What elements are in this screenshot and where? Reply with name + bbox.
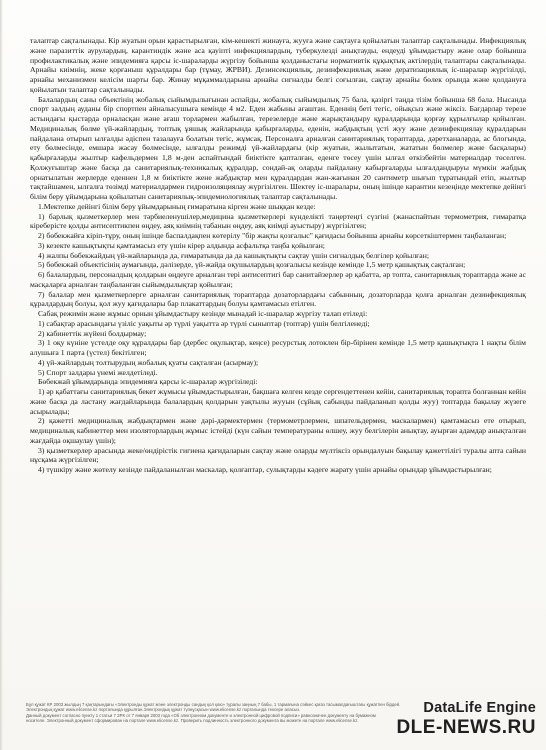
scan-edge-shadow bbox=[0, 0, 3, 750]
paragraph: 1.Мектепке дейінгі білім беру ұйымдарының ғимаратына кірген және шыққан кезде: bbox=[38, 201, 316, 211]
paragraph: 2) бөбекжайға кіріп-тұру, оның ішінде баспалдақпен көтерілу "бір жақты қозғалыс" қағидасы бойынша арнайы көрсеткіштермен таңбаланған; bbox=[38, 231, 507, 240]
paragraph: 3) қызметкерлер арасында жеке/өндірістік гигиена қағидаларын сақтау және оларды мүлтіксіз орындалуын бақылау қажеттілігі туралы апта сайын нұсқама жүргізілген; bbox=[30, 445, 526, 465]
watermark-site: DLE-NEWS.RU bbox=[396, 717, 536, 738]
paragraph: Балалардың саны объектінің жобалық сыйымдылығынан аспайды, жобалық сыйымдылық 75 бала, қазіргі таңда тізім бойынша 68 бала. Нысанда спорт залдың ауданы бір спортпен айналысушыға кемінде 4 м2. Еден жабыны ағаштан. Еденнің беті тегіс, ойықсыз және жіксіз. Бағдарлар терезе астындағы қыстарда орналасқан және ағаш торлармен жабылған, терезелерде және жарықтандыру құралдарында қорғау құрылғылар қойылған. Медициналық бөлме үй-жайлардың, топтық ұяшық жайларында қабырғаларды, еденін, жабдықтың үсті жуу және дезинфекциялау құралдарын пайдалана отырып ылғалды әдіспен тазалауға болатын тегіс, жұмсақ. Персоналға арналған санитариялық тораптарда, дәретханаларда, ас блогында, ету бөлмесінде, емшара жасау бөлмесінде, ылғалды режимді үй-жайлардағы (кір жуатын, жылытатын, жататын бөлмелер және басқалары) қабырғаларды жылтыр кафельдермен 1,8 м-ден аспайтындай биіктікте қапталған, еденге төсеу үшін ылғал өткізбейтін материалдар төселген. Қолжуғыштар және басқа да санитариялық-техникалық құралдар, сондай-ақ оларды пайдалану кабырғаларды ылғалдандыруы мүмкін жабдық орнатылатын жерлерде еденнен 1,8 м биіктікте жене жабдықтар мен құралдардан жан-жағынан 20 сантиметр шығып тұратындай етіп, жылтыр тақтайшамен, ылғалға төзімді материалдармен гидроизоляциялау жүргізілген. Шектеу іс-шаралары, оның ішінде карантин кезеңінде мектепке дейінгі білім беру ұйымдарына қойылатын санитариялық-эпидемиологиялық талаптар сақталынады. bbox=[30, 94, 526, 201]
paragraph: 2) қажетті медициналық жабдықтармен және дәрі-дәрмектермен (термометрлермен, шпательдермен, маскалармен) қамтамасыз ете отырып, медициналық кабинеттер мен изоляторлардың жұмыс істейді (күн сайын температураны өлшеу, жуу белгілерін анықтау, ауырған адамдар анықталған жағдайда оқшаулау үшін); bbox=[30, 416, 526, 445]
paragraph: талаптар сақталынады. Кір жуатын орын қарастырылған, кім-кешекті жинауға, жууға және сақтауға қойылатын талаптар сақталынады. Инфекциялық және паразиттік аурулардың, карантиндік және аса қауіпті инфекциялардың, туберкулезді анықтауды, ендеуді ұйымдастыру және олар бойынша профилактикалық және эпидемияға қарсы іс-шараларды жүргізу бойынша қолданыстағы нормативтік құқықтық актілердің талаптары сақталынады. Арнайы киімнің, жеке қорғаныш құралдары бар (тұмау, ЖРВИ). Дезинсекциялық, дезинфекциялық және дератизациялық іс-шаралар жүргізілді, арнайы механизмен келісім шарты бар. Жинау мұқаммалдарына арнайы сигналды белгі соғылған, сақтау арнайы бөлек орында және қолдануға қойылатын талаптар сақталынады. bbox=[30, 36, 526, 94]
watermark-title: DataLife Engine bbox=[423, 700, 536, 716]
paragraph: Сабақ режимін және жұмыс орнын ұйымдастыру кезінде мынадай іс-шаралар жүргізу талап етіледі: bbox=[38, 309, 368, 318]
paragraph: 3) кезекте кашықтықты қамтамасыз ету үшін кірер алдында асфальтқа таңба қойылған; bbox=[38, 240, 325, 250]
paragraph: 4) түшкіру және жөтелу кезінде пайдаланылған маскалар, қолғаптар, сулықтарды кәдеге жарату үшін арнайы орындар ұйымдастырылған; bbox=[38, 465, 492, 474]
paragraph: 1) әр қабаттағы санитариялық бекет жұмысы ұйымдастырылған, бақшаға келген кезде сергендеттенен кейін, санитариялық торапта болғаннан кейін және басқа да ластану жағдайларында балалардың қолдарын уақтылы жууын (сұйық сабынды пайдаланып қолды жуу) топтарда бақылау жүзеге асырылады; bbox=[30, 387, 526, 416]
paragraph: 5) бөбекжай объектісінің аумағында, дәлізерде, үй-жайда оқушылардың қозғалысы кезінде кемінде 1,5 метр қашықтық сақталған; bbox=[38, 260, 466, 270]
paragraph: 2) кабинеттік жүйені болдырмау; bbox=[38, 328, 147, 338]
paragraph: 7) балалар мен қызметкерлерге арналған санитариялық тораптарда дозаторлардағы сабынның, дозаторларда қолға арналған дезинфекциялық құралдардың болуы, қол жуу қағидалары бар плакаттардың болуы қамтамасыз етілген. bbox=[30, 289, 526, 309]
document-body bbox=[30, 36, 526, 475]
watermark bbox=[366, 700, 536, 739]
paragraph: 1) сабақтар арасындағы үзіліс уақыты әр түрлі уақытта әр түрлі сыныптар (топтар) үшін белгіленеді; bbox=[38, 318, 370, 328]
paragraph: 5) Спорт залдары үнемі желдетіледі. bbox=[38, 367, 158, 377]
paragraph: 3) 1 оқу күніне үстелде оқу құралдары бар (дербес оқулықтар, кеңсе) ресурстық лотоклен бір-бірінен кемінде 1,5 метр қашықтықта 1 нақты білім алушыға 1 парта (үстел) бекітілген; bbox=[30, 338, 526, 357]
footer-line: Электрондық құжат www.elicense.kz порталында құрылған.Электрондық құжат түпнұсқасын www.elicense.kz порталында тексере аласыз. bbox=[26, 707, 301, 713]
paragraph: 6) балалардың, персоналдың қолдарын өңдеуге арналған тері антисептигі бар санитайзерлер әр қабатта, әр топта, санитариялық тораптарда және ас масқаларға арналған таңбаланған сыйымдылықтар қойылған; bbox=[30, 270, 526, 289]
footer-line: носителе. Электронный документ сформирован на портале www.elicense.kz. Проверить подлинность электронного документа вы можете на портале www.elicense.kz. bbox=[26, 718, 359, 724]
paragraph: Бөбекжай ұйымдарында эпидемияға қарсы іс-шаралар жүргізіледі: bbox=[38, 377, 258, 387]
paragraph: 1) барлық қызметкерлер мен тәрбиеленушілер,медицина қызметкерлері күнделікті таңертеңгі сүзгіні (жанаспайтын термометрия, гимаратқа кіреберісте қолды антисептикпен өңдеу, аяқ киімнің табанын өңдеу, аяқ киімді ауыстыру) жүргізілген; bbox=[30, 211, 526, 231]
footer-line: Бұл құжат КР 2003 жылдың 7 қаңтарындағы «Электронды құжат және электронды сандық қол қою» туралы заңның 7 бабы, 1 тармағына сәйкес қағаз тасымалдағыштағы құжатпен бірдей. bbox=[26, 702, 401, 707]
paragraph: 4) үй-жайлардың толтырудың жобалық қуаты сақталған (асырмау); bbox=[38, 357, 259, 367]
paragraph: 4) жалпы бөбекжайдың үй-жайларында да, ғимаратында да да кашықтықты сақтау үшін сигналдық белгілер қойылған; bbox=[38, 250, 429, 260]
footer-line: Данный документ согласно пункту 1 статьи 7 ЗРК от 7 января 2003 года «Об электронном документе и электронной цифровой подписи» равнозначен документу на бумажном bbox=[26, 712, 376, 718]
e-license-footer bbox=[26, 702, 401, 724]
